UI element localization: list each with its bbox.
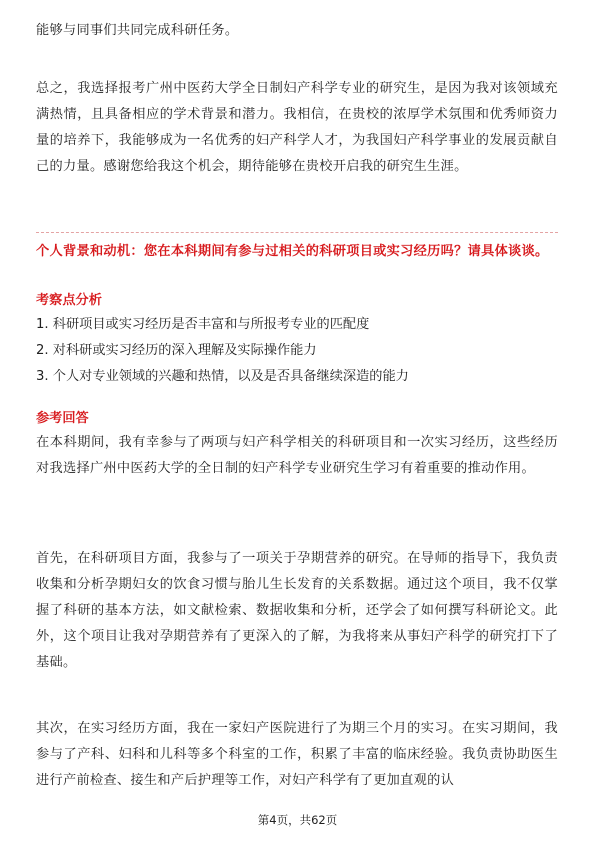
analysis-item-1: 1. 科研项目或实习经历是否丰富和与所报考专业的匹配度: [36, 317, 370, 332]
analysis-item-3: 3. 个人对专业领域的兴趣和热情，以及是否具备继续深造的能力: [36, 369, 409, 384]
answer-title: 参考回答: [36, 411, 89, 426]
analysis-section: [36, 290, 558, 390]
intro-tail-block: [36, 18, 558, 44]
page-number: 第4页，共62页: [257, 813, 338, 827]
question-heading: 个人背景和动机：您在本科期间有参与过相关的科研项目或实习经历吗？请具体谈谈。: [36, 244, 549, 259]
section-divider: [36, 232, 558, 233]
intro-tail-paragraph: 能够与同事们共同完成科研任务。: [36, 23, 239, 38]
conclusion-paragraph: 总之，我选择报考广州中医药大学全日制妇产科学专业的研究生，是因为我对该领域充满热情，且具备相应的学术背景和潜力。我相信，在贵校的浓厚学术氛围和优秀师资力量的培养下，我能够成为一名优秀的妇产科学人才，为我国妇产科学事业的发展贡献自己的力量。感谢您给我这个机会，期待能够在贵校开启我的研究生生涯。: [36, 81, 558, 174]
answer-section: [36, 408, 558, 482]
answer-paragraph-3: 其次，在实习经历方面，我在一家妇产医院进行了为期三个月的实习。在实习期间，我参与了产科、妇科和儿科等多个科室的工作，积累了丰富的临床经验。我负责协助医生进行产前检查、接生和产后护理等工作，对妇产科学有了更加直观的认: [36, 721, 558, 788]
question-block: [36, 242, 558, 262]
answer-paragraph-2-block: [36, 546, 558, 676]
answer-paragraph-2: 首先，在科研项目方面，我参与了一项关于孕期营养的研究。在导师的指导下，我负责收集和分析孕期妇女的饮食习惯与胎儿生长发育的关系数据。通过这个项目，我不仅掌握了科研的基本方法，如文献检索、数据收集和分析，还学会了如何撰写科研论文。此外，这个项目让我对孕期营养有了更深入的了解，为我将来从事妇产科学的研究打下了基础。: [36, 551, 558, 670]
answer-paragraph-1: 在本科期间，我有幸参与了两项与妇产科学相关的科研项目和一次实习经历，这些经历对我选择广州中医药大学的全日制的妇产科学专业研究生学习有着重要的推动作用。: [36, 435, 558, 476]
analysis-title: 考察点分析: [36, 293, 102, 308]
answer-paragraph-3-block: [36, 716, 558, 794]
analysis-item-2: 2. 对科研或实习经历的深入理解及实际操作能力: [36, 343, 317, 358]
conclusion-block: [36, 76, 558, 180]
